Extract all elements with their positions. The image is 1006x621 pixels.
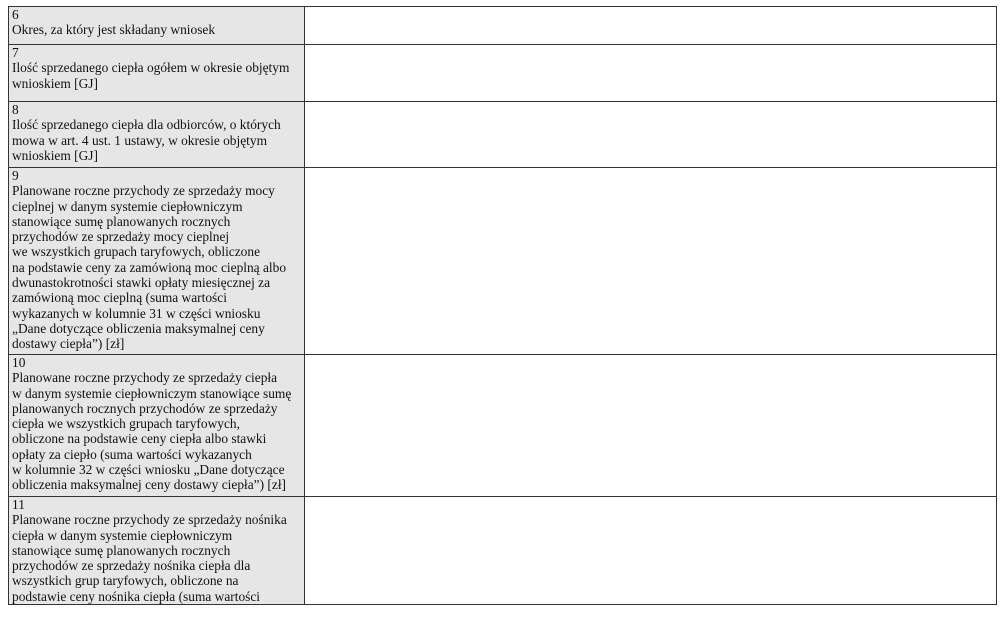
row-value-field[interactable] bbox=[305, 497, 997, 605]
row-label-line: przychodów ze sprzedaży nośnika ciepła dla bbox=[12, 558, 251, 574]
row-value-field[interactable] bbox=[305, 355, 997, 497]
row-label-line: planowanych rocznych przychodów ze sprzedaży bbox=[12, 400, 278, 416]
row-label-line: „Dane dotyczące obliczenia maksymalnej ceny bbox=[12, 320, 265, 336]
row-label-line: Ilość sprzedanego ciepła ogółem w okresie objętym bbox=[12, 60, 290, 76]
row-number: 6 bbox=[12, 7, 19, 22]
row-label-line: zamówioną moc cieplną (suma wartości bbox=[12, 290, 227, 306]
row-number: 8 bbox=[12, 102, 19, 117]
row-label-cell bbox=[9, 45, 305, 102]
row-number: 9 bbox=[12, 168, 19, 183]
row-value-field[interactable] bbox=[305, 45, 997, 102]
table-row bbox=[9, 497, 997, 605]
row-label-cell bbox=[9, 168, 305, 355]
row-label-line: na podstawie ceny za zamówioną moc cieplną albo bbox=[12, 259, 287, 275]
table-row bbox=[9, 168, 997, 355]
row-label-line: Planowane roczne przychody ze sprzedaży ciepła bbox=[12, 370, 278, 386]
row-label-cell bbox=[9, 102, 305, 168]
row-label-line: cieplnej w danym systemie ciepłowniczym bbox=[12, 198, 243, 214]
row-label-line: Planowane roczne przychody ze sprzedaży mocy bbox=[12, 183, 275, 199]
row-value-field[interactable] bbox=[305, 7, 997, 45]
row-label-line: wykazanych w kolumnie 31 w części wniosku bbox=[12, 305, 261, 321]
row-label-line: wnioskiem [GJ] bbox=[12, 75, 98, 91]
row-label-line: przychodów ze sprzedaży mocy cieplnej bbox=[12, 229, 230, 245]
row-label-line: dostawy ciepła”) [zł] bbox=[12, 336, 125, 352]
row-label-line: obliczenia maksymalnej ceny dostawy ciepła”) [zł] bbox=[12, 477, 287, 493]
row-label-line: mowa w art. 4 ust. 1 ustawy, w okresie objętym bbox=[12, 132, 267, 148]
row-label-line: ciepła w danym systemie ciepłowniczym bbox=[12, 527, 233, 543]
row-label-line: we wszystkich grupach taryfowych, obliczone bbox=[12, 244, 261, 260]
row-label-line: dwunastokrotności stawki opłaty miesięcznej za bbox=[12, 275, 271, 291]
row-label-line: w danym systemie ciepłowniczym stanowiące sumę bbox=[12, 385, 292, 401]
row-label-line: opłaty za ciepło (suma wartości wykazanych bbox=[12, 446, 252, 462]
row-label-line: wnioskiem [GJ] bbox=[12, 147, 98, 163]
row-label-line: stanowiące sumę planowanych rocznych bbox=[12, 213, 231, 229]
table-row bbox=[9, 45, 997, 102]
row-value-field[interactable] bbox=[305, 102, 997, 168]
row-label-line: wszystkich grup taryfowych, obliczone na bbox=[12, 573, 239, 589]
row-label-line: podstawie ceny nośnika ciepła (suma wartości bbox=[12, 588, 261, 604]
row-label-line: stanowiące sumę planowanych rocznych bbox=[12, 542, 231, 558]
row-value-field[interactable] bbox=[305, 168, 997, 355]
row-label-line: ciepła we wszystkich grupach taryfowych, bbox=[12, 416, 240, 432]
row-label-cell bbox=[9, 497, 305, 605]
row-label-line: Planowane roczne przychody ze sprzedaży nośnika bbox=[12, 512, 287, 528]
row-label-line: w kolumnie 32 w części wniosku „Dane dotyczące bbox=[12, 462, 285, 478]
row-label-cell bbox=[9, 7, 305, 45]
row-label-line: obliczone na podstawie ceny ciepła albo stawki bbox=[12, 431, 267, 447]
row-number: 10 bbox=[12, 355, 26, 370]
table-row bbox=[9, 102, 997, 168]
application-form-table bbox=[8, 6, 997, 605]
row-label-line: Ilość sprzedanego ciepła dla odbiorców, o których bbox=[12, 117, 281, 133]
row-number: 11 bbox=[12, 497, 25, 512]
table-row bbox=[9, 355, 997, 497]
row-label-line: Okres, za który jest składany wniosek bbox=[12, 22, 216, 38]
row-label-cell bbox=[9, 355, 305, 497]
row-number: 7 bbox=[12, 45, 19, 60]
table-row bbox=[9, 7, 997, 45]
